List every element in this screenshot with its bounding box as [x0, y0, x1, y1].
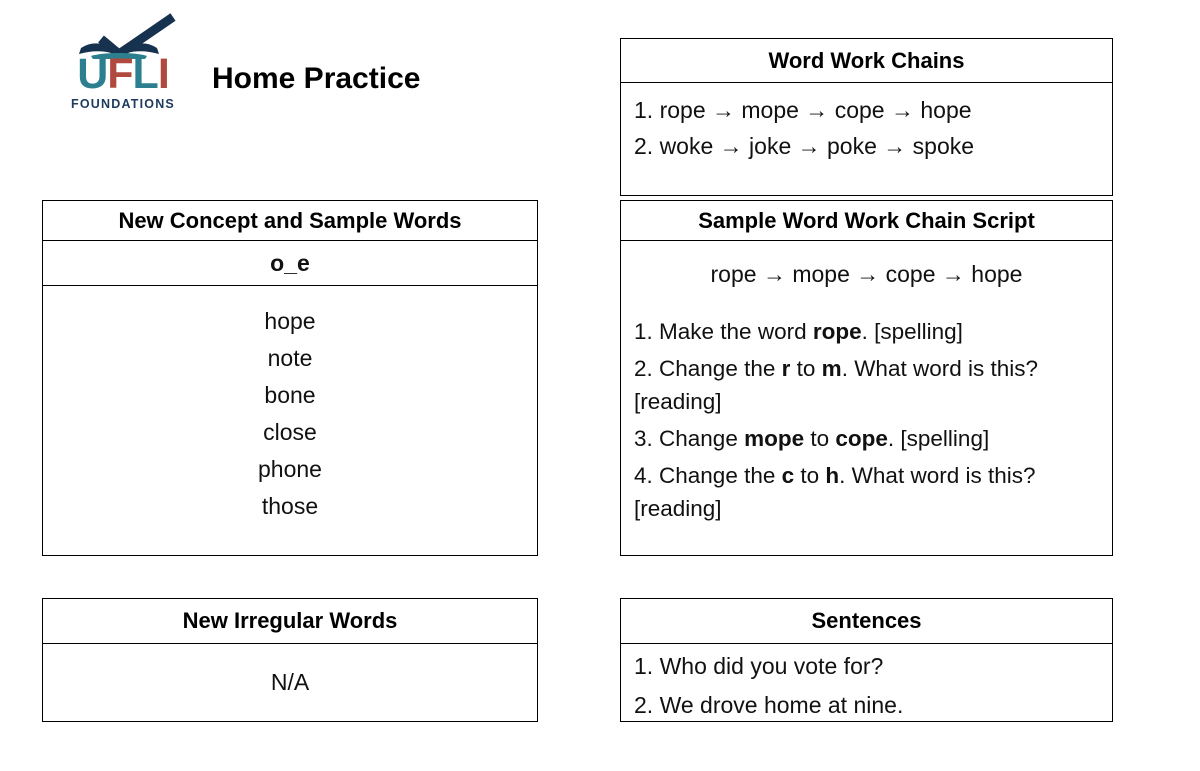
chain-script-chain: rope → mope → cope → hope — [710, 261, 1023, 287]
word-work-chains-body — [621, 83, 1112, 164]
ufli-foundations-label: FOUNDATIONS — [71, 96, 175, 111]
new-irregular-words-value: N/A — [270, 668, 310, 695]
new-irregular-words-title: New Irregular Words — [43, 599, 537, 644]
new-irregular-words-box — [42, 598, 538, 722]
script-step: 4. Change the c to h. What word is this? [reading] — [634, 463, 1036, 521]
sample-word: close — [263, 419, 317, 445]
page-title: Home Practice — [212, 62, 421, 95]
script-step: 2. Change the r to m. What word is this? [reading] — [634, 356, 1039, 414]
new-concept-title: New Concept and Sample Words — [43, 201, 537, 241]
script-step: 1. Make the word rope. [spelling] — [634, 319, 963, 344]
word-work-chains-title: Word Work Chains — [621, 39, 1112, 83]
new-concept-box — [42, 200, 538, 556]
word-work-chains-box — [620, 38, 1113, 196]
sentence-item: 1. Who did you vote for? — [634, 653, 884, 679]
sentences-title: Sentences — [621, 599, 1112, 644]
sample-word: bone — [264, 382, 316, 408]
sample-word: phone — [258, 456, 322, 482]
concept-label: o_e — [43, 241, 537, 286]
sentences-body — [621, 644, 1112, 725]
sample-word: hope — [264, 308, 316, 334]
chain-script-steps — [621, 315, 1112, 525]
script-step: 3. Change mope to cope. [spelling] — [634, 426, 990, 451]
ufli-logo — [58, 12, 188, 111]
word-work-chain-item: 2. woke → joke → poke → spoke — [634, 133, 975, 159]
sample-word-list — [43, 286, 537, 525]
ufli-wordmark: UFLI — [77, 50, 169, 98]
sample-word: note — [267, 345, 313, 371]
chain-script-box — [620, 200, 1113, 556]
sample-word: those — [261, 493, 319, 519]
sentences-box — [620, 598, 1113, 722]
sentence-item: 2. We drove home at nine. — [634, 692, 904, 718]
word-work-chain-item: 1. rope → mope → cope → hope — [634, 97, 972, 123]
chain-script-title: Sample Word Work Chain Script — [621, 201, 1112, 241]
